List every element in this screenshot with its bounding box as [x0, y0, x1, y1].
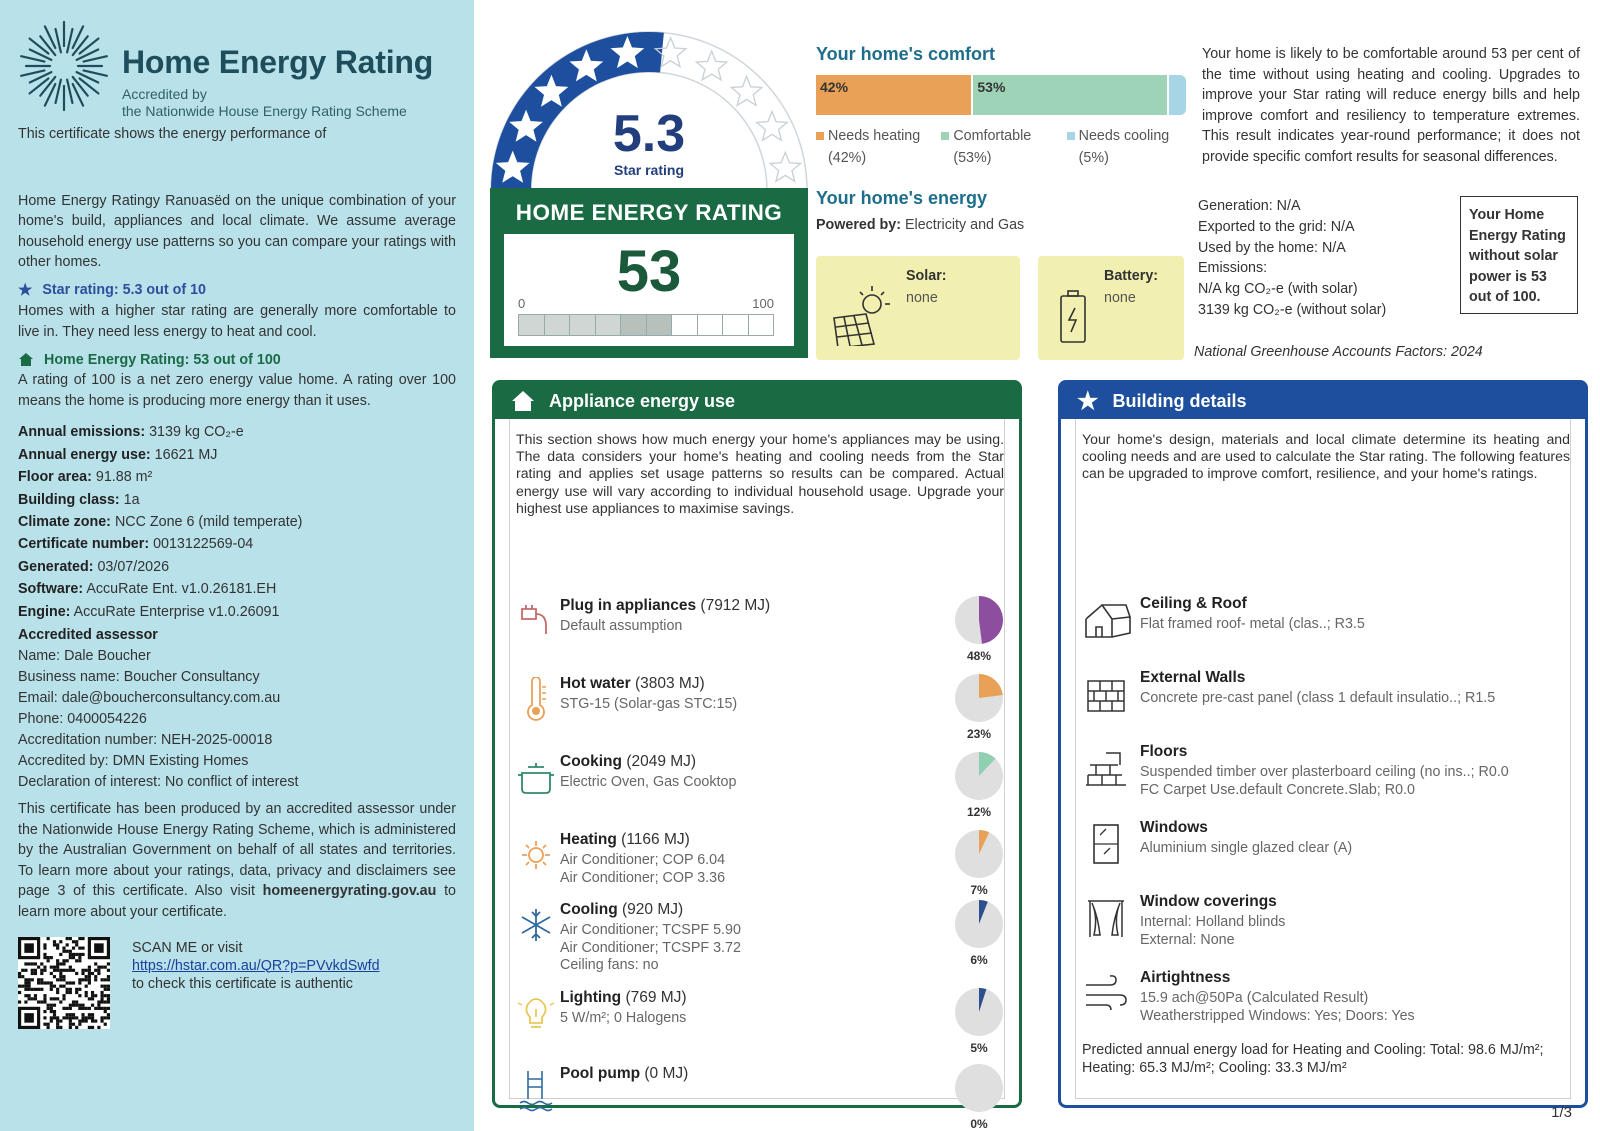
- appliance-row: [516, 989, 1004, 1059]
- appliance-detail: STG-15 (Solar-gas STC:15): [560, 696, 738, 712]
- intro-text: This certificate shows the energy performance of: [18, 126, 327, 142]
- appliance-pie-chart: [954, 595, 1004, 645]
- qr-code-icon[interactable]: [18, 937, 110, 1029]
- appliance-pie-chart: [954, 751, 1004, 801]
- building-feature-row: [1082, 893, 1570, 963]
- sun-logo-icon: [18, 20, 110, 112]
- assessor-line: Business name: Boucher Consultancy: [18, 669, 260, 685]
- logo-row: [18, 16, 456, 128]
- house-icon: [18, 352, 34, 367]
- scale-cell: [570, 315, 596, 335]
- appliance-name: Cooking (2049 MJ): [560, 753, 697, 770]
- assessor-line: Accreditation number: NEH-2025-00018: [18, 732, 273, 748]
- comfort-section: [816, 44, 1186, 169]
- detail-row: Annual emissions: 3139 kg CO₂-e: [18, 424, 244, 441]
- feature-name: Airtightness: [1140, 969, 1231, 986]
- appliance-percent: 0%: [970, 1117, 988, 1131]
- appliance-name: Lighting (769 MJ): [560, 989, 687, 1006]
- star-rating-highlight: ★ Star rating: 5.3 out of 10: [18, 282, 206, 300]
- page-number: 1/3: [1551, 1104, 1572, 1121]
- scale-cell: [545, 315, 571, 335]
- feature-detail: 15.9 ach@50Pa (Calculated Result) Weatherstripped Windows: Yes; Doors: Yes: [1140, 990, 1415, 1024]
- appliance-name: Plug in appliances (7912 MJ): [560, 597, 771, 614]
- solar-tile: [816, 256, 1020, 360]
- building-details-panel: [1058, 380, 1588, 1108]
- star-rating-gauge: [490, 20, 808, 360]
- building-panel-body: [1075, 419, 1571, 1099]
- her-value: 53: [616, 239, 682, 304]
- scale-max: 100: [752, 296, 774, 311]
- appliance-percent: 6%: [970, 953, 988, 967]
- home-energy-rating-box: [490, 188, 808, 358]
- appliance-detail: 5 W/m²; 0 Halogens: [560, 1010, 687, 1026]
- comfortable-segment: 53%: [971, 75, 1167, 115]
- detail-row: Generated: 03/07/2026: [18, 558, 170, 575]
- feature-name: External Walls: [1140, 669, 1246, 686]
- scale-cell: [647, 315, 673, 335]
- scale-cell: [723, 315, 749, 335]
- floor-icon: [1082, 745, 1132, 791]
- appliance-detail: Air Conditioner; TCSPF 5.90 Air Conditioner; TCSPF 3.72 Ceiling fans: no: [560, 922, 741, 973]
- scale-cell: [672, 315, 698, 335]
- comfort-bar: [816, 75, 1186, 115]
- comfort-title: Your home's comfort: [816, 44, 995, 64]
- building-feature-row: [1082, 969, 1570, 1039]
- feature-name: Floors: [1140, 743, 1188, 760]
- appliance-row: [516, 675, 1004, 745]
- battery-tile: [1038, 256, 1184, 360]
- curtains-icon: [1082, 895, 1132, 941]
- her-highlight: Home Energy Rating: 53 out of 100: [18, 349, 456, 370]
- detail-row: Certificate number: 0013122569-04: [18, 536, 254, 553]
- comfort-description: Your home is likely to be comfortable around 53 per cent of the time without using heating and cooling. Upgrades to improve your Star rating will reduce energy bills and help improve comfort and resiliency to temperature extremes. This result indicates year-round performance; it does not provide specific comfort results for seasonal differences.: [1202, 46, 1580, 165]
- feature-name: Window coverings: [1140, 893, 1277, 910]
- appliance-row: [516, 597, 1004, 667]
- assessor-line: Accredited by: DMN Existing Homes: [18, 753, 249, 769]
- feature-detail: Internal: Holland blinds External: None: [1140, 914, 1286, 948]
- feature-detail: Aluminium single glazed clear (A): [1140, 840, 1353, 856]
- her-text: A rating of 100 is a net zero energy value home. A rating over 100 means the home is producing more energy than it uses.: [18, 372, 456, 409]
- comfort-legend-item: Comfortable (53%): [941, 125, 1060, 169]
- assessor-line: Phone: 0400054226: [18, 711, 147, 727]
- energy-section: [816, 188, 1196, 233]
- battery-icon: [1058, 290, 1088, 344]
- detail-row: Building class: 1a: [18, 491, 140, 508]
- rating-scale-bar: [518, 314, 774, 336]
- scale-min: 0: [518, 296, 526, 311]
- detail-row: Floor area: 91.88 m²: [18, 469, 153, 486]
- star-icon: ★: [18, 282, 33, 300]
- cooling-segment: [1167, 75, 1186, 115]
- her-title: HOME ENERGY RATING: [515, 200, 783, 225]
- window-icon: [1082, 821, 1132, 867]
- detail-row: Climate zone: NCC Zone 6 (mild temperate): [18, 513, 303, 530]
- appliance-detail: Air Conditioner; COP 6.04 Air Conditioner; COP 3.36: [560, 852, 726, 886]
- appliance-percent: 23%: [966, 727, 992, 741]
- scale-cell: [749, 315, 774, 335]
- building-panel-header: ★ Building details: [1061, 383, 1585, 419]
- appliance-row: [516, 753, 1004, 823]
- detail-row: Annual energy use: 16621 MJ: [18, 446, 218, 463]
- appliance-row: [516, 901, 1004, 971]
- her-inner: [504, 234, 794, 346]
- appliance-pie-chart: [954, 899, 1004, 949]
- appliance-percent: 5%: [970, 1041, 988, 1055]
- assessor-block: [18, 625, 456, 793]
- appliance-name: Cooling (920 MJ): [560, 901, 684, 918]
- assessor-line: Declaration of interest: No conflict of interest: [18, 774, 299, 790]
- lead-paragraph: Home Energy Ratingy Ranʋasëd on the unique combination of your home's build, appliances and local climate. We assume average household energy use patterns so you can compare your ratings with other homes.: [18, 192, 456, 271]
- building-feature-row: [1082, 595, 1570, 665]
- accreditation-text: Accredited by the Nationwide House Energy Rating Scheme: [122, 86, 407, 119]
- appliance-name: Hot water (3803 MJ): [560, 675, 705, 692]
- star-rating-text: Homes with a higher star rating are generally more comfortable to live in. They need less energy to heat and cool.: [18, 302, 456, 340]
- pie-slice: [979, 674, 1003, 698]
- energy-title: Your home's energy: [816, 188, 987, 208]
- pie-slice: [979, 596, 1003, 644]
- brand-title: Home Energy Rating: [122, 44, 434, 80]
- qr-row: [18, 937, 456, 1037]
- solar-panel-icon: [826, 274, 892, 346]
- detail-row: Software: AccuRate Ent. v1.0.26181.EH: [18, 581, 277, 598]
- assessor-title: Accredited assessor: [18, 627, 158, 643]
- building-feature-row: [1082, 819, 1570, 889]
- verify-link[interactable]: https://hstar.com.au/QR?p=PVvkdSwfd: [132, 957, 380, 974]
- building-intro: Your home's design, materials and local climate determine its heating and cooling needs and are used to calculate the Star rating. The following features can be upgraded to improve comfort, resilience, and your home's ratings.: [1082, 431, 1570, 482]
- appliance-detail: Default assumption: [560, 618, 683, 634]
- property-details: [18, 421, 456, 623]
- appliance-energy-panel: [492, 380, 1022, 1131]
- appliance-pie-chart: [954, 987, 1004, 1037]
- comfort-legend-item: Needs cooling (5%): [1067, 125, 1186, 169]
- appliance-name: Pool pump (0 MJ): [560, 1065, 689, 1082]
- heating-segment: 42%: [816, 75, 971, 115]
- pot-icon: [516, 755, 556, 801]
- snowflake-icon: [516, 903, 556, 949]
- brick-wall-icon: [1082, 671, 1132, 717]
- pool-ladder-icon: [516, 1067, 556, 1113]
- info-sidebar: [0, 0, 474, 1131]
- appliance-pie-chart: [954, 1063, 1004, 1113]
- feature-detail: Flat framed roof- metal (clas..; R3.5: [1140, 616, 1365, 632]
- legend-swatch: [816, 132, 824, 140]
- rating-without-solar-box: Your Home Energy Rating without solar power is 53 out of 100.: [1460, 196, 1578, 314]
- feature-detail: Suspended timber over plasterboard ceiling (no ins..; R0.0 FC Carpet Use.default Concrete.Slab; R0.0: [1140, 764, 1509, 798]
- appliance-intro: This section shows how much energy your home's appliances may be using. The data considers your home's heating and cooling needs from the Star rating and applies set usage patterns so results can be compared. Actual energy use will vary according to individual household usage. Upgrade your highest use appliances to maximise savings.: [516, 431, 1004, 516]
- thermometer-icon: [516, 677, 556, 723]
- appliance-name: Heating (1166 MJ): [560, 831, 690, 848]
- appliance-percent: 48%: [966, 649, 992, 663]
- star-rating-value: 5.3: [612, 105, 686, 163]
- appliance-pie-chart: [954, 829, 1004, 879]
- comfort-legend-item: Needs heating (42%): [816, 125, 935, 169]
- plug-icon: [516, 599, 556, 645]
- powered-by: Powered by: Electricity and Gas: [816, 217, 1025, 233]
- solar-value: none: [906, 290, 938, 306]
- legend-swatch: [1067, 132, 1075, 140]
- appliance-pie-chart: [954, 673, 1004, 723]
- appliance-row: [516, 1065, 1004, 1131]
- legal-text: This certificate has been produced by an accredited assessor under the Nationwide House Energy Rating Scheme, which is administered by the Australian Government on behalf of all states and territories. To learn more about your ratings, data, privacy and disclaimers see page 3 of this certificate. Also visit homeenergyrating.gov.au to learn more about your certificate.: [18, 801, 457, 920]
- appliance-panel-body: [509, 419, 1005, 1131]
- star-icon: ★: [1077, 387, 1099, 415]
- detail-row: Engine: AccuRate Enterprise v1.0.26091: [18, 603, 280, 620]
- assessor-line: Name: Dale Boucher: [18, 648, 151, 664]
- feature-name: Ceiling & Roof: [1140, 595, 1247, 612]
- star-rating-label: Star rating: [613, 162, 684, 178]
- feature-name: Windows: [1140, 819, 1208, 836]
- generation-emissions: Generation: N/A Exported to the grid: N/A Used by the home: N/A Emissions: N/A kg CO₂-e (with solar) 3139 kg CO₂-e (without solar): [1198, 198, 1387, 318]
- assessor-line: Email: dale@boucherconsultancy.com.au: [18, 690, 281, 706]
- appliance-row: [516, 831, 1004, 901]
- appliance-percent: 7%: [970, 883, 988, 897]
- appliance-detail: Electric Oven, Gas Cooktop: [560, 774, 737, 790]
- battery-label: Battery:: [1104, 268, 1159, 284]
- energy-load-footer: Predicted annual energy load for Heating and Cooling: Total: 98.6 MJ/m²; Heating: 65.3 MJ/m²; Cooling: 33.3 MJ/m²: [1082, 1042, 1544, 1076]
- scale-cell: [519, 315, 545, 335]
- scale-cell: [621, 315, 647, 335]
- appliance-panel-header: Appliance energy use: [495, 383, 1019, 419]
- feature-detail: Concrete pre-cast panel (class 1 default insulatio..; R1.5: [1140, 690, 1496, 706]
- lightbulb-icon: [516, 991, 556, 1037]
- battery-value: none: [1104, 290, 1136, 306]
- wind-icon: [1082, 971, 1132, 1017]
- building-feature-row: [1082, 743, 1570, 813]
- factors-note: National Greenhouse Accounts Factors: 2024: [1194, 344, 1483, 360]
- solar-label: Solar:: [906, 268, 947, 284]
- roof-icon: [1082, 597, 1132, 643]
- house-icon: [511, 389, 535, 413]
- comfort-legend: [816, 125, 1186, 169]
- legend-swatch: [941, 132, 949, 140]
- sun-icon: [516, 833, 556, 879]
- website-link[interactable]: homeenergyrating.gov.au: [262, 883, 437, 900]
- scale-cell: [596, 315, 622, 335]
- qr-text: SCAN ME or visit https://hstar.com.au/QR?p=PVvkdSwfd to check this certificate is authentic: [132, 939, 402, 993]
- building-feature-row: [1082, 669, 1570, 739]
- appliance-percent: 12%: [966, 805, 992, 819]
- scale-cell: [698, 315, 724, 335]
